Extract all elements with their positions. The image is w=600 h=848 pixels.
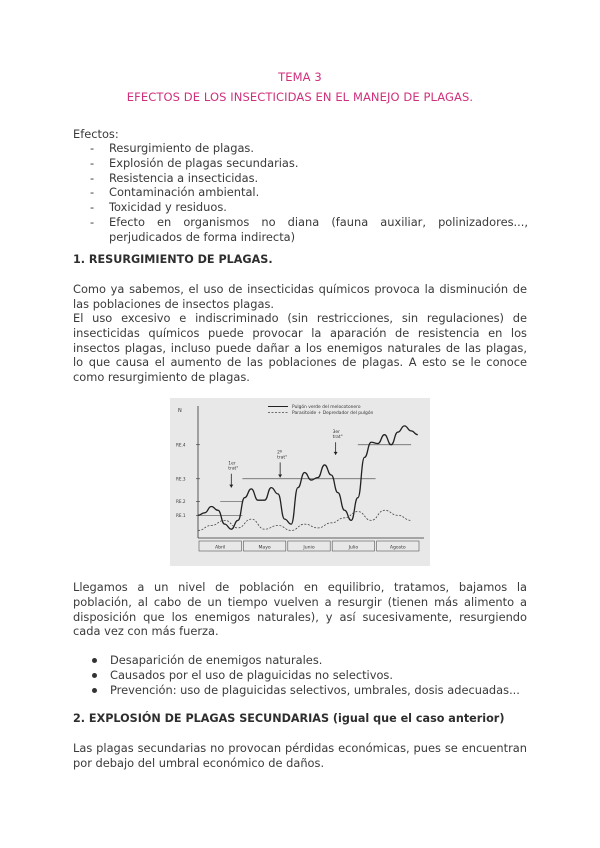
list-item-text: Contaminación ambiental. <box>109 185 260 200</box>
series-line-enemigos <box>198 510 411 530</box>
bullet-icon <box>92 658 97 663</box>
x-tick-label: Junio <box>303 545 315 551</box>
dash-marker: - <box>90 141 95 155</box>
section1-paragraph3: Llegamos a un nivel de población en equilibrio, tratamos, bajamos la población, al cabo de un tiempo vuelven a resurgir (tienen más alimento a disposición que los enemigos naturales), y así sucesivamente, resurgiendo cada vez con más fuerza. <box>73 580 527 639</box>
section2-paragraph1: Las plagas secundarias no provocan pérdidas económicas, pues se encuentran por debajo del umbral económico de daños. <box>73 741 527 770</box>
treatment-arrowhead <box>278 475 282 478</box>
list-item-text: Efecto en organismos no diana (fauna auxiliar, polinizadores..., perjudicados de forma indirecta) <box>109 214 528 244</box>
topic-title: TEMA 3 <box>278 70 322 84</box>
threshold-label: RE.3 <box>176 476 186 482</box>
list-item-text: Toxicidad y residuos. <box>109 200 227 215</box>
section1-heading: 1. RESURGIMIENTO DE PLAGAS. <box>73 253 273 266</box>
x-tick-label: Julio <box>348 545 359 551</box>
dash-marker: - <box>90 200 95 215</box>
x-tick-label: Mayo <box>258 545 271 551</box>
effects-list <box>90 141 528 245</box>
treatment-label: 1er <box>228 461 236 467</box>
x-tick-label: Agosto <box>389 545 406 551</box>
list-item <box>90 185 528 200</box>
list-item-text: Prevención: uso de plaguicidas selectivos, umbrales, dosis adecuadas... <box>110 682 520 697</box>
list-item-text: Resistencia a insecticidas. <box>109 170 259 185</box>
dash-marker: - <box>90 170 95 185</box>
section1-paragraph2: El uso excesivo e indiscriminado (sin restricciones, sin regulaciones) de insecticidas químicos puede provocar la aparación de resistencia en los insectos plagas, incluso puede dañar a los enemigos naturales de las plagas, lo que causa el aumento de las poblaciones de plagas. A esto se le conoce como resurgimiento de plagas. <box>73 311 527 385</box>
bullet-icon <box>92 688 97 693</box>
chart-svg <box>170 398 430 566</box>
dash-marker: - <box>90 155 95 170</box>
threshold-label: RE.1 <box>176 512 186 518</box>
list-item <box>90 200 528 215</box>
treatment-label: trat° <box>228 466 239 472</box>
x-tick-label: Abril <box>214 545 226 551</box>
threshold-label: RE.4 <box>176 442 186 448</box>
list-item <box>90 141 528 156</box>
list-item <box>90 653 530 668</box>
treatment-label: 3er <box>332 430 340 436</box>
list-item <box>90 683 530 698</box>
treatment-label: 2º <box>277 450 283 456</box>
list-item-text: Explosión de plagas secundarias. <box>109 155 299 170</box>
dash-marker: - <box>90 185 95 200</box>
list-item-text: Causados por el uso de plaguicidas no selectivos. <box>110 667 393 682</box>
resurgence-chart <box>170 398 430 566</box>
treatment-label: trat° <box>332 435 343 441</box>
list-item <box>90 215 528 245</box>
dash-marker: - <box>90 214 95 229</box>
list-item <box>90 156 528 171</box>
list-item <box>90 668 530 683</box>
treatment-label: trat° <box>277 455 288 461</box>
legend-label: Pulgón verde del melocotonero <box>292 405 361 410</box>
list-item <box>90 171 528 186</box>
bullet-icon <box>92 673 97 678</box>
section1-paragraph1: Como ya sabemos, el uso de insecticidas químicos provoca la disminución de las poblaciones de insectos plagas. <box>73 282 527 311</box>
threshold-label: RE.2 <box>176 498 186 504</box>
section2-heading: 2. EXPLOSIÓN DE PLAGAS SECUNDARIAS (igual que el caso anterior) <box>73 712 505 725</box>
treatment-arrowhead <box>334 452 338 455</box>
y-axis-label: N <box>178 408 182 414</box>
legend-label: Parasitoide + Depredador del pulgón <box>292 411 374 416</box>
list-item-text: Desaparición de enemigos naturales. <box>110 653 323 667</box>
resurgence-bullets <box>90 653 530 697</box>
treatment-arrowhead <box>229 485 233 488</box>
effects-label: Efectos: <box>73 127 119 141</box>
list-item-text: Resurgimiento de plagas. <box>109 141 254 155</box>
page-title: EFECTOS DE LOS INSECTICIDAS EN EL MANEJO DE PLAGAS. <box>126 90 474 104</box>
